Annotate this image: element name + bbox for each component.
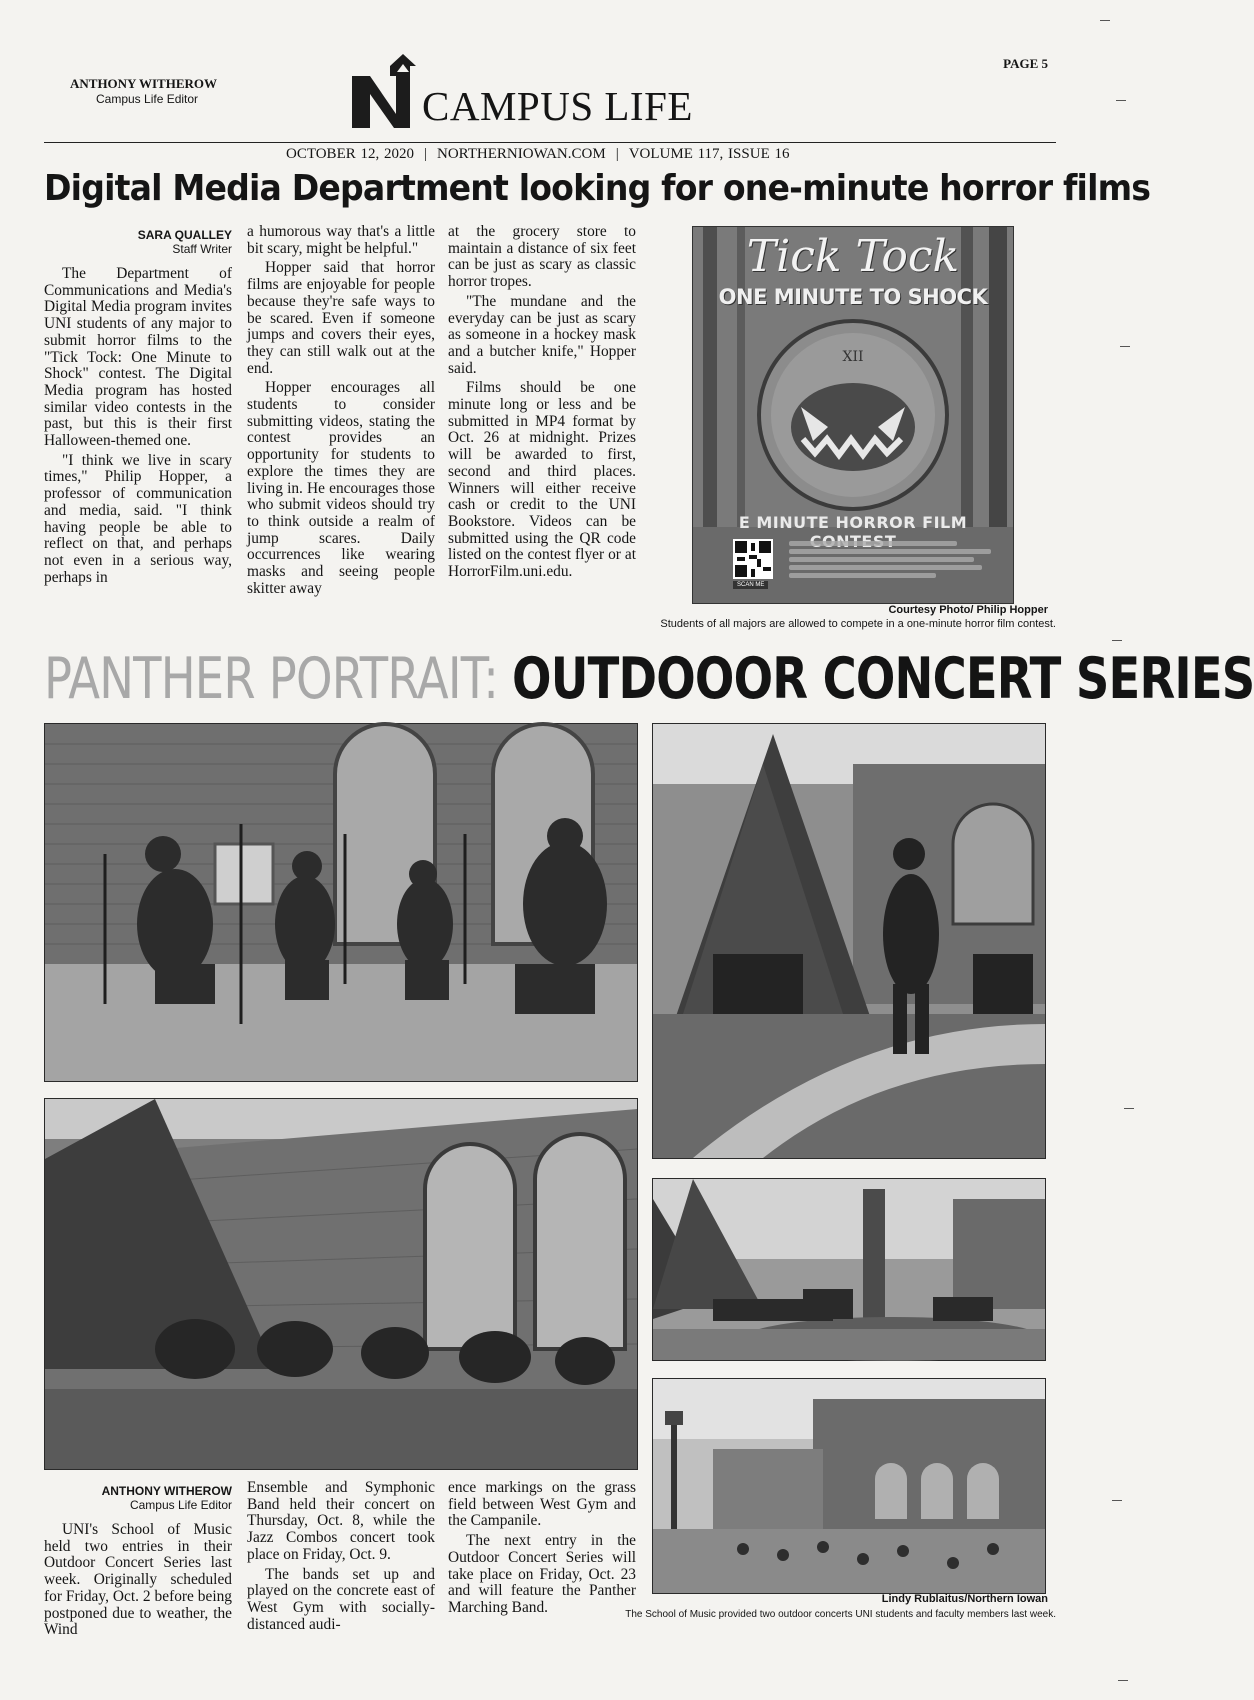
article-column-3 <box>448 224 636 581</box>
paragraph: UNI's School of Music held two entries in their Outdoor Concert Series last week. Originally scheduled for Friday, Oct. 2 before being postponed due to weather, the Wind <box>44 1521 232 1639</box>
paragraph: Films should be one minute long or less and be submitted in MP4 format by Oct. 26 at midnight. Prizes will be awarded to first, second and third places. Winners will either receive cash or credit to the UNI Bookstore. Videos can be submitted using the QR code listed on the contest flyer or at HorrorFilm.uni.edu. <box>448 379 636 581</box>
scan-artifact <box>1116 100 1126 101</box>
article-column-2 <box>247 1480 435 1633</box>
concert-photo-wind-ensemble <box>44 723 638 1082</box>
separator: | <box>423 146 427 162</box>
byline <box>44 228 232 256</box>
article-headline: Digital Media Department looking for one-minute horror films <box>44 168 1151 209</box>
scan-artifact <box>1118 1680 1128 1681</box>
poster-scan-label: SCAN ME <box>733 581 768 589</box>
section-editor-name: ANTHONY WITHEROW <box>70 76 217 91</box>
concert-photo-jazz-combo <box>652 723 1046 1159</box>
volume-issue: VOLUME 117, ISSUE 16 <box>628 146 790 162</box>
article-column-2 <box>247 224 435 597</box>
scan-artifact <box>1112 1500 1122 1501</box>
article-column-1 <box>44 1522 232 1639</box>
paragraph: Ensemble and Symphonic Band held their concert on Thursday, Oct. 8, while the Jazz Combos concert took place on Friday, Oct. 9. <box>247 1479 435 1563</box>
paragraph: a humorous way that's a little bit scary, might be helpful." <box>247 223 435 257</box>
concert-photo-campanile <box>652 1178 1046 1361</box>
poster-title: Tick Tock <box>746 231 960 282</box>
byline <box>44 1484 232 1512</box>
scan-artifact <box>1120 346 1130 347</box>
article-column-1 <box>44 266 232 586</box>
banner-label: PANTHER PORTRAIT: <box>44 646 499 712</box>
svg-text:XII: XII <box>842 349 864 365</box>
byline-author: ANTHONY WITHEROW <box>101 1484 232 1498</box>
photo-caption: The School of Music provided two outdoor concerts UNI students and faculty members last week. <box>625 1609 1056 1620</box>
photo-caption: Students of all majors are allowed to compete in a one-minute horror film contest. <box>660 618 1056 630</box>
separator: | <box>615 146 619 162</box>
byline-title: Staff Writer <box>172 242 232 256</box>
northern-iowan-logo <box>350 54 416 130</box>
poster-contest-label: E MINUTE HORROR FILM <box>738 513 968 532</box>
photo-credit: Courtesy Photo/ Philip Hopper <box>888 604 1048 616</box>
concert-photo-audience <box>652 1378 1046 1594</box>
paragraph: The next entry in the Outdoor Concert Series will take place on Friday, Oct. 23 and will feature the Panther Marching Band. <box>448 1532 636 1616</box>
scan-artifact <box>1112 640 1122 641</box>
qr-code-icon <box>733 539 773 579</box>
concert-photo-west-gym <box>44 1098 638 1470</box>
contest-poster-photo <box>692 226 1014 604</box>
paragraph: ence markings on the grass field between West Gym and the Campanile. <box>448 1479 636 1530</box>
paragraph: Hopper said that horror films are enjoyable for people because they're safe ways to be scared. Even if someone jumps and covers their eyes, they can still walk out at the end. <box>247 259 435 377</box>
poster-fine-print <box>789 541 999 581</box>
article-column-3 <box>448 1480 636 1617</box>
section-editor-title: Campus Life Editor <box>96 92 199 106</box>
section-title: CAMPUS LIFE <box>422 83 693 129</box>
page-number: PAGE 5 <box>1003 56 1048 71</box>
paragraph: at the grocery store to maintain a distance of six feet can be just as scary as classic horror tropes. <box>448 223 636 291</box>
banner-title: OUTDOOOR CONCERT SERIES <box>512 646 1254 712</box>
paragraph: "I think we live in scary times," Philip Hopper, a professor of communication and media, said. "I think having people be able to reflect on that, and perhaps not even in a serious way, perhaps in <box>44 451 232 586</box>
header-rule <box>44 142 1056 143</box>
issue-date: OCTOBER 12, 2020 <box>286 146 414 162</box>
dateline <box>286 146 789 163</box>
paragraph: Hopper encourages all students to consider submitting videos, stating the contest provides an opportunity for students to explore the times they are living in. He encourages those who submit videos should try to think outside a realm of jump scares. Daily occurrences like wearing masks and seeing people skitter away <box>247 379 435 597</box>
byline-author: SARA QUALLEY <box>137 228 232 242</box>
panther-portrait-banner <box>44 646 1254 712</box>
byline-title: Campus Life Editor <box>129 1498 232 1512</box>
scan-artifact <box>1100 20 1110 21</box>
paragraph: The bands set up and played on the concrete east of West Gym with socially-distanced audi- <box>247 1565 435 1633</box>
photo-credit: Lindy Rublaitus/Northern Iowan <box>881 1593 1048 1605</box>
paragraph: The Department of Communications and Media's Digital Media program invites UNI students of any major to submit horror films to the "Tick Tock: One Minute to Shock" contest. The Digital Media program has hosted similar video contests in the past, but this is their first Halloween-themed one. <box>44 265 232 450</box>
scan-artifact <box>1124 1108 1134 1109</box>
paragraph: "The mundane and the everyday can be just as scary as someone in a hockey mask and a butcher knife," Hopper said. <box>448 292 636 377</box>
website-link[interactable]: NORTHERNIOWAN.COM <box>437 146 606 162</box>
poster-subtitle: ONE MINUTE TO SHOCK <box>718 285 988 309</box>
